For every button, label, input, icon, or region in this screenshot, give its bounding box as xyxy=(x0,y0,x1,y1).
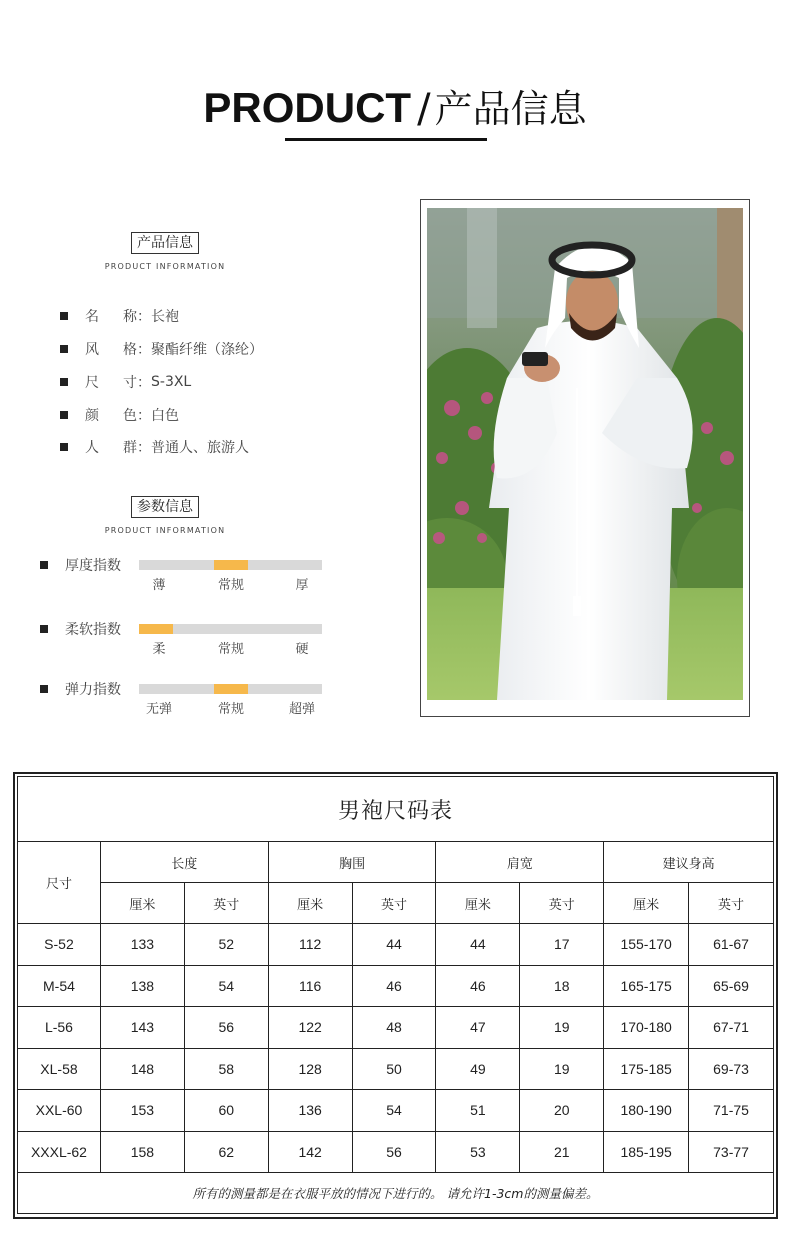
param-tick-label: 厚 xyxy=(295,578,309,593)
info-key-char: 称 xyxy=(123,309,137,325)
table-cell: 155-170 xyxy=(604,924,689,966)
table-cell: 17 xyxy=(520,924,604,966)
bullet-square-icon xyxy=(60,312,68,320)
info-value: S-3XL xyxy=(151,374,192,390)
param-bar xyxy=(139,624,322,634)
unit-header: 厘米 xyxy=(268,883,352,924)
table-cell: 54 xyxy=(352,1090,436,1132)
table-cell: 19 xyxy=(520,1048,604,1090)
table-cell: 49 xyxy=(436,1048,520,1090)
group-header-chest: 胸围 xyxy=(268,842,436,883)
table-cell: 136 xyxy=(268,1090,352,1132)
table-cell: 180-190 xyxy=(604,1090,689,1132)
table-cell: 116 xyxy=(268,965,352,1007)
table-cell: 67-71 xyxy=(689,1007,774,1049)
size-cell: M-54 xyxy=(18,965,101,1007)
info-key-char: 群 xyxy=(123,440,137,456)
param-bar xyxy=(139,684,322,694)
size-table xyxy=(17,776,774,1214)
table-cell: 53 xyxy=(436,1131,520,1173)
table-cell: 60 xyxy=(184,1090,268,1132)
size-table-title: 男袍尺码表 xyxy=(18,777,774,842)
table-cell: 69-73 xyxy=(689,1048,774,1090)
table-cell: 185-195 xyxy=(604,1131,689,1173)
info-colon: ： xyxy=(137,342,151,358)
info-colon: ： xyxy=(137,375,151,391)
table-cell: 58 xyxy=(184,1048,268,1090)
size-cell: S-52 xyxy=(18,924,101,966)
title-separator: / xyxy=(417,86,431,132)
info-value: 普通人、旅游人 xyxy=(151,440,249,456)
unit-header: 厘米 xyxy=(436,883,520,924)
param-bar-fill xyxy=(139,624,173,634)
size-cell: L-56 xyxy=(18,1007,101,1049)
bullet-square-icon xyxy=(60,345,68,353)
unit-header: 英寸 xyxy=(520,883,604,924)
table-cell: 20 xyxy=(520,1090,604,1132)
table-cell: 51 xyxy=(436,1090,520,1132)
info-key-char: 寸 xyxy=(123,375,137,391)
table-cell: 46 xyxy=(436,965,520,1007)
table-cell: 54 xyxy=(184,965,268,1007)
table-cell: 71-75 xyxy=(689,1090,774,1132)
info-key-char: 名 xyxy=(85,309,99,325)
info-value: 长袍 xyxy=(151,309,179,325)
table-row xyxy=(18,965,774,1007)
bullet-square-icon xyxy=(40,625,48,633)
size-rows xyxy=(18,924,774,1173)
table-cell: 61-67 xyxy=(689,924,774,966)
table-cell: 142 xyxy=(268,1131,352,1173)
info-colon: ： xyxy=(137,309,151,325)
table-cell: 138 xyxy=(100,965,184,1007)
info-key-char: 颜 xyxy=(85,408,99,424)
product-section-label: 产品信息 xyxy=(131,232,199,254)
table-row xyxy=(18,924,774,966)
unit-header: 英寸 xyxy=(689,883,774,924)
unit-header-row xyxy=(18,883,774,924)
bullet-square-icon xyxy=(40,685,48,693)
info-item xyxy=(60,404,179,426)
info-item xyxy=(60,338,263,360)
table-cell: 62 xyxy=(184,1131,268,1173)
param-label: 柔软指数 xyxy=(65,622,121,638)
param-tick-label: 硬 xyxy=(295,642,309,657)
table-cell: 44 xyxy=(436,924,520,966)
table-cell: 50 xyxy=(352,1048,436,1090)
info-key xyxy=(85,306,137,326)
bullet-square-icon xyxy=(60,411,68,419)
product-section-sublabel: PRODUCT INFORMATION xyxy=(104,262,226,271)
table-cell: 19 xyxy=(520,1007,604,1049)
size-cell: XXL-60 xyxy=(18,1090,101,1132)
table-cell: 56 xyxy=(352,1131,436,1173)
table-row xyxy=(18,1131,774,1173)
param-label: 弹力指数 xyxy=(65,682,121,698)
bullet-square-icon xyxy=(60,378,68,386)
table-row xyxy=(18,1007,774,1049)
info-item xyxy=(60,371,191,393)
info-colon: ： xyxy=(137,408,151,424)
info-item xyxy=(60,436,249,458)
param-tick-label: 超弹 xyxy=(288,702,315,717)
info-key xyxy=(85,339,137,359)
title-zh: 产品信息 xyxy=(434,87,587,131)
table-cell: 47 xyxy=(436,1007,520,1049)
unit-header: 英寸 xyxy=(352,883,436,924)
param-tick-label: 无弹 xyxy=(145,702,172,717)
bullet-square-icon xyxy=(60,443,68,451)
table-cell: 133 xyxy=(100,924,184,966)
param-tick-label: 柔 xyxy=(152,642,166,657)
group-header-shoulder: 肩宽 xyxy=(436,842,604,883)
size-table-note: 所有的测量都是在衣服平放的情况下进行的。 请允许1-3cm的测量偏差。 xyxy=(18,1173,774,1214)
table-cell: 18 xyxy=(520,965,604,1007)
table-cell: 48 xyxy=(352,1007,436,1049)
param-tick-label: 常规 xyxy=(217,578,244,593)
info-value: 聚酯纤维（涤纶） xyxy=(151,342,263,358)
info-key xyxy=(85,437,137,457)
table-cell: 46 xyxy=(352,965,436,1007)
table-cell: 73-77 xyxy=(689,1131,774,1173)
table-cell: 165-175 xyxy=(604,965,689,1007)
table-row xyxy=(18,1090,774,1132)
info-colon: ： xyxy=(137,440,151,456)
table-cell: 112 xyxy=(268,924,352,966)
param-section-heading xyxy=(90,496,240,516)
table-cell: 148 xyxy=(100,1048,184,1090)
info-item xyxy=(60,305,179,327)
info-key-char: 风 xyxy=(85,342,99,358)
table-cell: 44 xyxy=(352,924,436,966)
table-cell: 143 xyxy=(100,1007,184,1049)
param-section-sublabel: PRODUCT INFORMATION xyxy=(104,526,226,535)
param-tick-label: 薄 xyxy=(152,578,166,593)
table-cell: 153 xyxy=(100,1090,184,1132)
table-cell: 122 xyxy=(268,1007,352,1049)
param-bar-fill xyxy=(214,684,248,694)
info-key xyxy=(85,372,137,392)
size-header: 尺寸 xyxy=(18,842,101,924)
product-section-heading xyxy=(90,232,240,252)
table-cell: 21 xyxy=(520,1131,604,1173)
title-underline xyxy=(285,138,487,141)
param-bar-fill xyxy=(214,560,248,570)
info-value: 白色 xyxy=(151,408,179,424)
table-cell: 170-180 xyxy=(604,1007,689,1049)
param-label: 厚度指数 xyxy=(65,558,121,574)
table-cell: 158 xyxy=(100,1131,184,1173)
info-key-char: 色 xyxy=(123,408,137,424)
param-tick-label: 常规 xyxy=(217,702,244,717)
param-bar xyxy=(139,560,322,570)
title-en: PRODUCT xyxy=(203,84,412,131)
unit-header: 英寸 xyxy=(184,883,268,924)
table-cell: 56 xyxy=(184,1007,268,1049)
size-cell: XL-58 xyxy=(18,1048,101,1090)
table-cell: 65-69 xyxy=(689,965,774,1007)
bullet-square-icon xyxy=(40,561,48,569)
product-photo xyxy=(427,208,743,700)
param-tick-label: 常规 xyxy=(217,642,244,657)
info-key-char: 格 xyxy=(123,342,137,358)
size-cell: XXXL-62 xyxy=(18,1131,101,1173)
info-key-char: 尺 xyxy=(85,375,99,391)
info-key-char: 人 xyxy=(85,440,99,456)
group-header-height: 建议身高 xyxy=(604,842,774,883)
unit-header: 厘米 xyxy=(604,883,689,924)
info-key xyxy=(85,405,137,425)
table-cell: 175-185 xyxy=(604,1048,689,1090)
unit-header: 厘米 xyxy=(100,883,184,924)
group-header-length: 长度 xyxy=(100,842,268,883)
page-title xyxy=(0,78,790,133)
param-section-label: 参数信息 xyxy=(131,496,199,518)
table-row xyxy=(18,1048,774,1090)
table-cell: 128 xyxy=(268,1048,352,1090)
table-cell: 52 xyxy=(184,924,268,966)
